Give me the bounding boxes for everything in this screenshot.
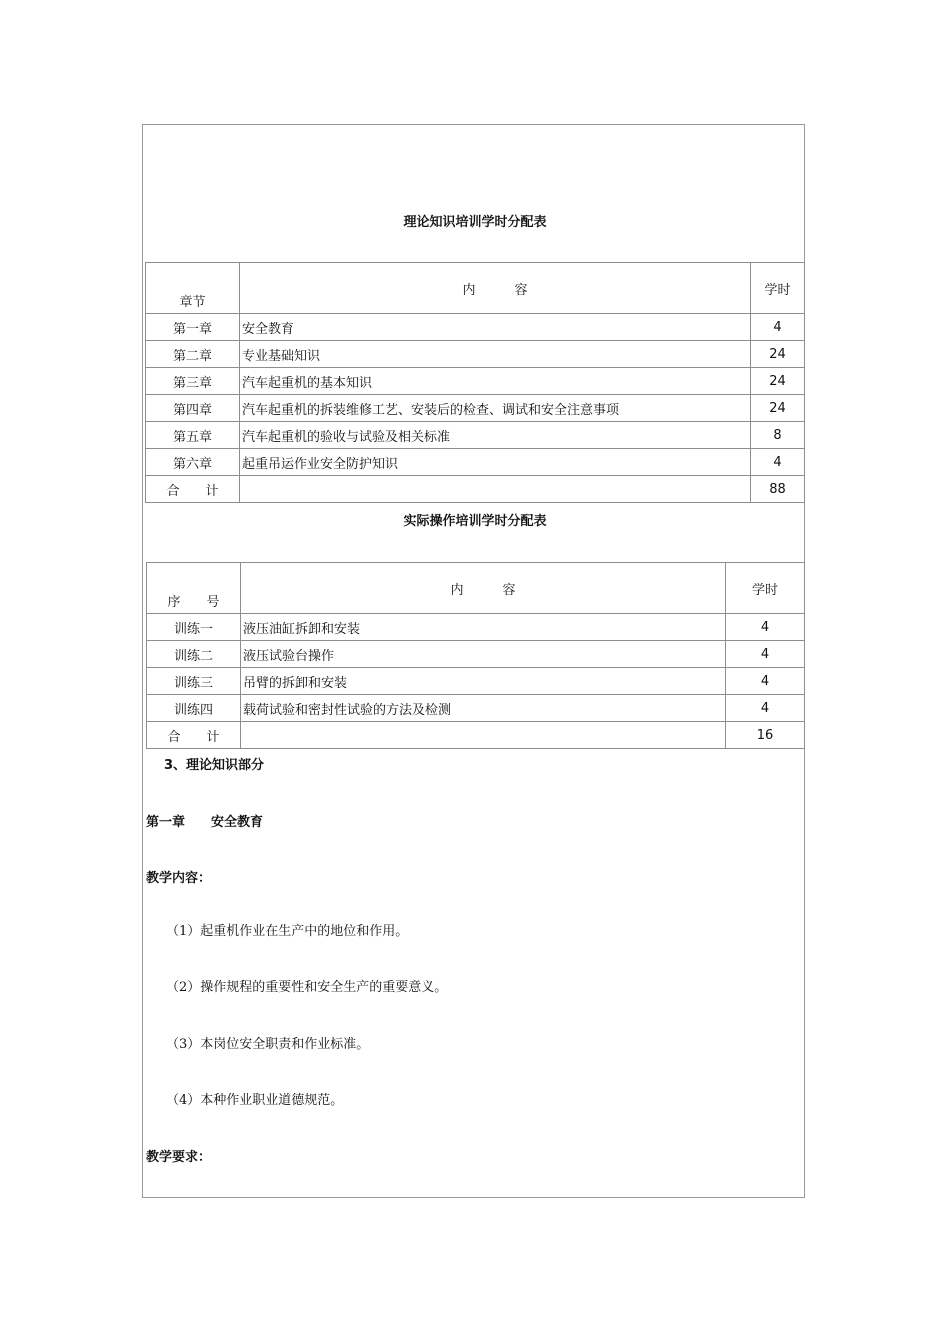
row-content: 液压试验台操作	[241, 641, 726, 668]
row-hours: 24	[751, 341, 805, 368]
table-row	[147, 695, 805, 722]
row-hours: 8	[751, 422, 805, 449]
total-hours: 16	[726, 722, 805, 749]
table-row	[147, 668, 805, 695]
row-chapter: 第一章	[146, 314, 240, 341]
row-hours: 24	[751, 395, 805, 422]
theory-hours-table	[145, 262, 805, 503]
header-content: 内 容	[241, 563, 726, 614]
table-row	[146, 368, 805, 395]
table-header-row	[146, 263, 805, 314]
row-chapter: 第二章	[146, 341, 240, 368]
row-hours: 4	[726, 695, 805, 722]
table-row	[146, 422, 805, 449]
table-header-row	[147, 563, 805, 614]
list-item: （1）起重机作业在生产中的地位和作用。	[166, 924, 409, 939]
row-seq: 训练二	[147, 641, 241, 668]
row-content: 载荷试验和密封性试验的方法及检测	[241, 695, 726, 722]
row-content: 液压油缸拆卸和安装	[241, 614, 726, 641]
table-total-row	[146, 476, 805, 503]
header-hours: 学时	[751, 263, 805, 314]
row-hours: 4	[726, 641, 805, 668]
total-hours: 88	[751, 476, 805, 503]
list-item: （2）操作规程的重要性和安全生产的重要意义。	[166, 980, 448, 995]
header-content: 内 容	[240, 263, 751, 314]
row-chapter: 第五章	[146, 422, 240, 449]
teaching-content-label: 教学内容：	[146, 871, 212, 886]
header-seq: 序 号	[147, 563, 241, 614]
table-total-row	[147, 722, 805, 749]
table-row	[146, 449, 805, 476]
row-seq: 训练三	[147, 668, 241, 695]
total-label: 合 计	[147, 722, 241, 749]
section-heading: 3、理论知识部分	[164, 758, 265, 773]
row-hours: 4	[751, 314, 805, 341]
row-hours: 4	[726, 614, 805, 641]
table-row	[147, 641, 805, 668]
table-row	[146, 314, 805, 341]
chapter-title: 第一章 安全教育	[146, 815, 264, 830]
list-item: （4）本种作业职业道德规范。	[166, 1093, 344, 1108]
teaching-requirements-label: 教学要求：	[146, 1150, 212, 1165]
practice-hours-table	[146, 562, 805, 749]
table-row	[146, 395, 805, 422]
header-chapter: 章节	[146, 263, 240, 314]
row-chapter: 第三章	[146, 368, 240, 395]
row-hours: 4	[726, 668, 805, 695]
header-hours: 学时	[726, 563, 805, 614]
list-item: （3）本岗位安全职责和作业标准。	[166, 1037, 370, 1052]
table-row	[147, 614, 805, 641]
row-chapter: 第六章	[146, 449, 240, 476]
row-chapter: 第四章	[146, 395, 240, 422]
row-content: 安全教育	[240, 314, 751, 341]
row-seq: 训练四	[147, 695, 241, 722]
row-content: 汽车起重机的拆装维修工艺、安装后的检查、调试和安全注意事项	[240, 395, 751, 422]
row-hours: 24	[751, 368, 805, 395]
row-content: 吊臂的拆卸和安装	[241, 668, 726, 695]
total-label: 合 计	[146, 476, 240, 503]
row-content: 专业基础知识	[240, 341, 751, 368]
table1-title: 理论知识培训学时分配表	[403, 215, 547, 230]
row-content: 汽车起重机的验收与试验及相关标准	[240, 422, 751, 449]
total-content	[241, 722, 726, 749]
row-hours: 4	[751, 449, 805, 476]
table-row	[146, 341, 805, 368]
table2-title: 实际操作培训学时分配表	[403, 514, 547, 529]
row-content: 起重吊运作业安全防护知识	[240, 449, 751, 476]
total-content	[240, 476, 751, 503]
row-seq: 训练一	[147, 614, 241, 641]
row-content: 汽车起重机的基本知识	[240, 368, 751, 395]
